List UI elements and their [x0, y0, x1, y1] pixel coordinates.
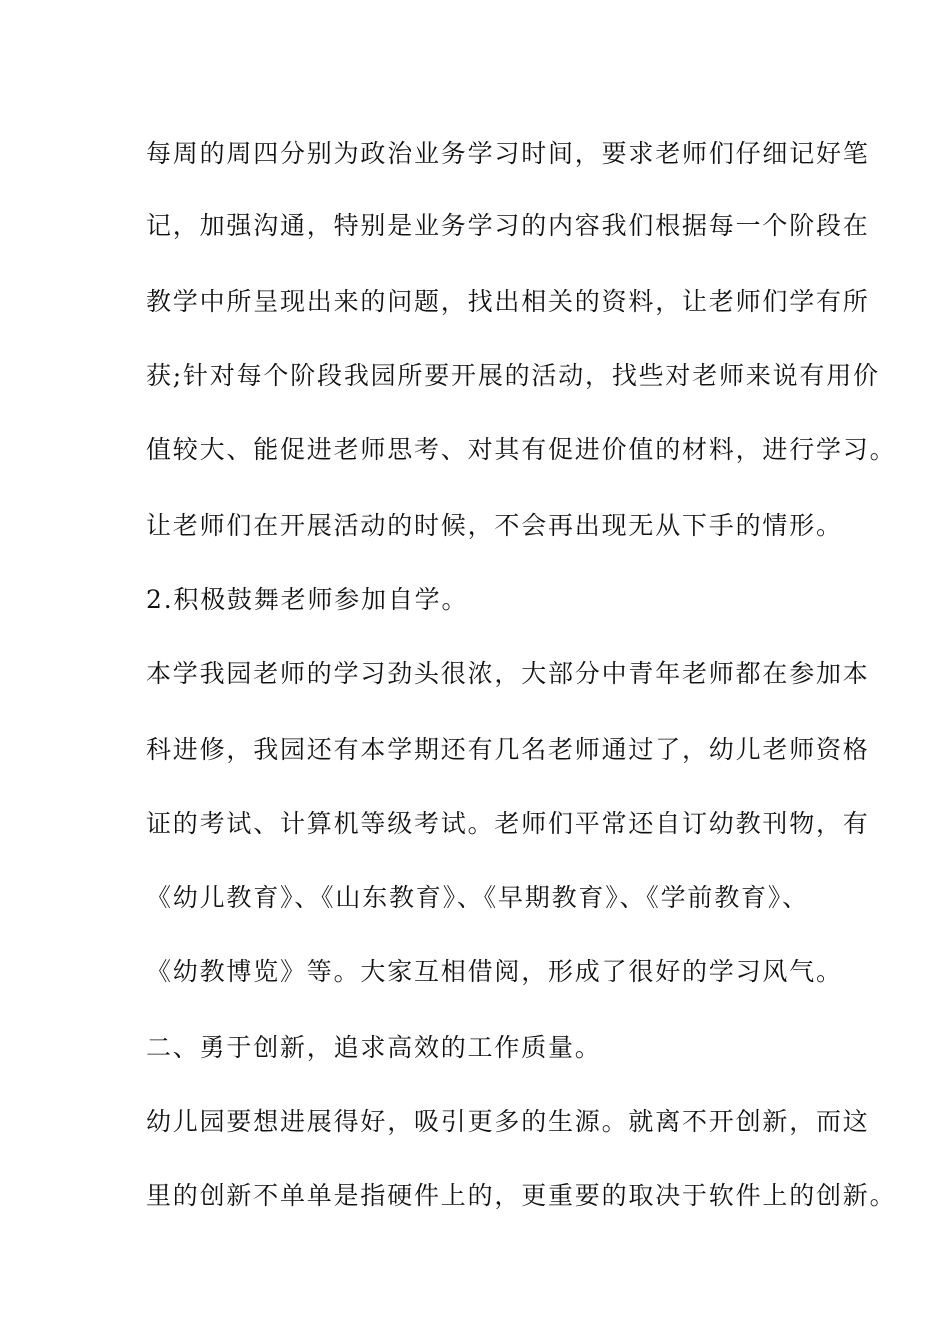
- text-line: 让老师们在开展活动的时候，不会再出现无从下手的情形。: [146, 511, 843, 540]
- section-heading: 2.积极鼓舞老师参加自学。: [146, 585, 469, 614]
- text-line: 证的考试、计算机等级考试。老师们平常还自订幼教刊物，有: [146, 809, 870, 838]
- text-line: 《幼儿教育》、《山东教育》、《早期教育》、《学前教育》、: [146, 883, 809, 912]
- text-line: 教学中所呈现出来的问题，找出相关的资料，让老师们学有所: [146, 287, 870, 316]
- text-line: 值较大、能促进老师思考、对其有促进价值的材料，进行学习。: [146, 435, 897, 464]
- text-line: 《幼教博览》等。大家互相借阅，形成了很好的学习风气。: [146, 957, 843, 986]
- text-line: 科进修，我园还有本学期还有几名老师通过了，幼儿老师资格: [146, 735, 870, 764]
- section-heading: 二、勇于创新，追求高效的工作质量。: [146, 1033, 602, 1062]
- text-line: 里的创新不单单是指硬件上的，更重要的取决于软件上的创新。: [146, 1181, 897, 1210]
- text-line: 本学我园老师的学习劲头很浓，大部分中青年老师都在参加本: [146, 659, 870, 688]
- text-line: 每周的周四分别为政治业务学习时间，要求老师们仔细记好笔: [146, 139, 870, 168]
- text-line: 幼儿园要想进展得好，吸引更多的生源。就离不开创新，而这: [146, 1107, 870, 1136]
- text-line: 获;针对每个阶段我园所要开展的活动，找些对老师来说有用价: [146, 361, 880, 390]
- text-line: 记，加强沟通，特别是业务学习的内容我们根据每一个阶段在: [146, 211, 870, 240]
